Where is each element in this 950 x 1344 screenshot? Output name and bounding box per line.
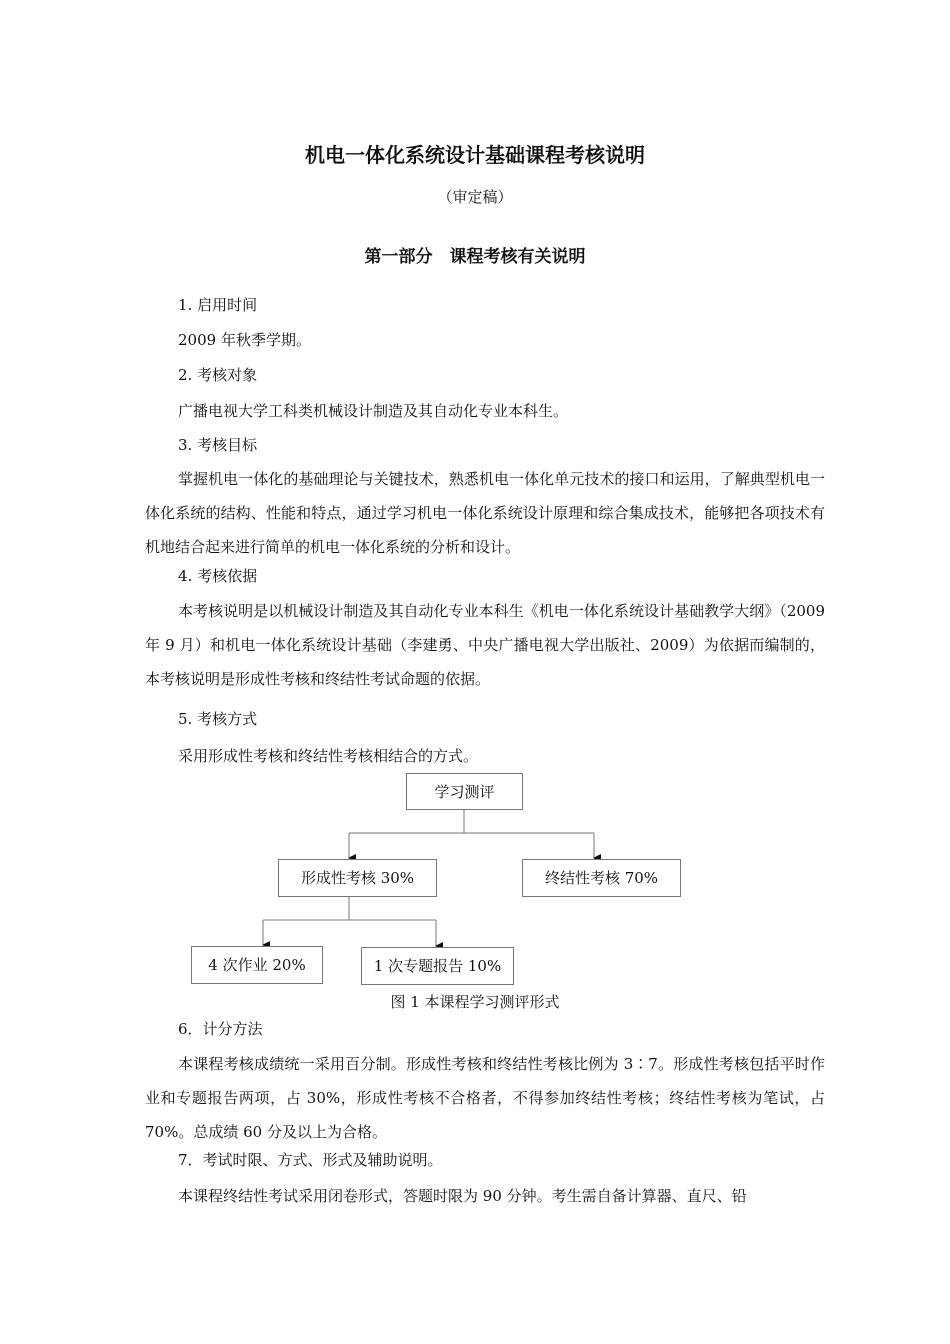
report-box bbox=[361, 947, 514, 985]
diagram-root-label: 学习测评 bbox=[434, 782, 495, 801]
summative-box bbox=[522, 859, 681, 897]
method-heading: 5. 考核方式 bbox=[178, 710, 258, 728]
scoring-heading: 6．计分方法 bbox=[178, 1020, 263, 1038]
scoring-body: 本课程考核成绩统一采用百分制。形成性考核和终结性考核比例为 3∶7。形成性考核包括平时作业和专题报告两项，占 30%，形成性考核不合格者，不得参加终结性考核；终结性考核为笔试，占 70%。总成绩 60 分及以上为合格。 bbox=[145, 1055, 825, 1141]
goal-heading: 3. 考核目标 bbox=[178, 436, 258, 454]
homework-label: 4 次作业 20% bbox=[208, 956, 306, 974]
figure-caption: 图 1 本课程学习测评形式 bbox=[390, 993, 560, 1011]
document-subtitle: （审定稿） bbox=[437, 188, 513, 206]
target-body: 广播电视大学工科类机械设计制造及其自动化专业本科生。 bbox=[178, 402, 569, 420]
start-time-body: 2009 年秋季学期。 bbox=[178, 331, 311, 349]
section-heading: 第一部分 课程考核有关说明 bbox=[364, 247, 586, 267]
exam-body: 本课程终结性考试采用闭卷形式，答题时限为 90 分钟。考生需自备计算器、直尺、铅 bbox=[178, 1187, 747, 1205]
diagram-root-box bbox=[406, 773, 523, 810]
homework-box bbox=[191, 946, 323, 984]
document-title: 机电一体化系统设计基础课程考核说明 bbox=[305, 143, 645, 167]
basis-heading: 4. 考核依据 bbox=[178, 567, 258, 585]
formative-label: 形成性考核 30% bbox=[300, 869, 415, 887]
target-heading: 2. 考核对象 bbox=[178, 366, 258, 384]
method-body: 采用形成性考核和终结性考核相结合的方式。 bbox=[178, 747, 479, 765]
basis-body: 本考核说明是以机械设计制造及其自动化专业本科生《机电一体化系统设计基础教学大纲》（2009 年 9 月）和机电一体化系统设计基础（李建勇、中央广播电视大学出版社、2009）为依据而编制的，本考核说明是形成性考核和终结性考试命题的依据。 bbox=[145, 602, 825, 688]
formative-box bbox=[278, 859, 437, 897]
goal-body: 掌握机电一体化的基础理论与关键技术，熟悉机电一体化单元技术的接口和运用，了解典型机电一体化系统的结构、性能和特点，通过学习机电一体化系统设计原理和综合集成技术，能够把各项技术有机地结合起来进行简单的机电一体化系统的分析和设计。 bbox=[145, 470, 825, 556]
start-time-heading: 1. 启用时间 bbox=[178, 296, 258, 314]
summative-label: 终结性考核 70% bbox=[544, 869, 659, 887]
report-label: 1 次专题报告 10% bbox=[373, 957, 502, 975]
exam-heading: 7．考试时限、方式、形式及辅助说明。 bbox=[178, 1151, 443, 1169]
